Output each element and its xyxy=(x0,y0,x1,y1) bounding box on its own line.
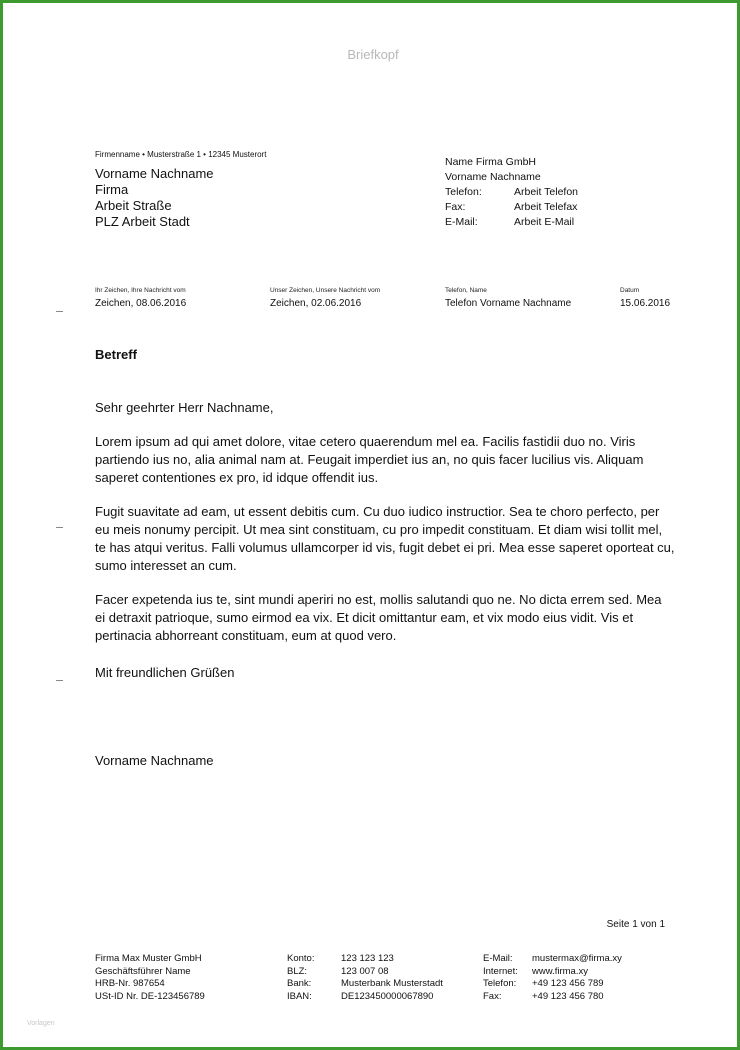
footer-key: Konto: xyxy=(287,953,315,964)
ref-phone-name xyxy=(445,287,571,311)
ref-value: Zeichen, 02.06.2016 xyxy=(270,298,362,309)
watermark: Vorlagen xyxy=(27,1020,55,1027)
footer-key: Fax: xyxy=(483,990,502,1002)
recipient-name: Vorname Nachname xyxy=(95,166,214,181)
punch-mark xyxy=(56,527,63,528)
footer-key: Bank: xyxy=(287,978,312,989)
footer-key: E-Mail: xyxy=(483,953,513,964)
contact-name: Vorname Nachname xyxy=(445,171,541,183)
footer-row xyxy=(287,991,443,1004)
ref-value: Telefon Vorname Nachname xyxy=(445,298,572,309)
contact-value: Arbeit E-Mail xyxy=(514,216,575,228)
recipient-address xyxy=(95,166,214,230)
footer-line: Geschäftsführer Name xyxy=(95,965,191,977)
footer-value: +49 123 456 780 xyxy=(532,990,604,1002)
ref-label: Ihr Zeichen, Ihre Nachricht vom xyxy=(95,287,186,294)
footer-key: BLZ: xyxy=(287,965,308,977)
footer-value: www.firma.xy xyxy=(532,965,588,977)
contact-row-phone xyxy=(445,185,578,200)
contact-key: E-Mail: xyxy=(445,216,478,228)
contact-row-fax xyxy=(445,200,578,215)
ref-value: 15.06.2016 xyxy=(620,298,671,309)
page-number: Seite 1 von 1 xyxy=(606,919,665,930)
ref-label: Telefon, Name xyxy=(445,287,487,294)
ref-label: Datum xyxy=(620,287,640,294)
recipient-company: Firma xyxy=(95,182,129,197)
footer-row xyxy=(287,978,443,991)
contact-key: Telefon: xyxy=(445,186,482,198)
letter-body xyxy=(95,399,675,661)
contact-key: Fax: xyxy=(445,201,466,213)
ref-value: Zeichen, 08.06.2016 xyxy=(95,298,187,309)
footer-row xyxy=(483,978,622,991)
footer-line: USt-ID Nr. DE-123456789 xyxy=(95,990,205,1002)
fold-mark-bottom xyxy=(56,680,63,681)
footer-key: Telefon: xyxy=(483,978,517,989)
contact-row-email xyxy=(445,215,578,230)
subject-line: Betreff xyxy=(95,347,137,362)
recipient-city: PLZ Arbeit Stadt xyxy=(95,214,190,229)
footer-line: Firma Max Muster GmbH xyxy=(95,953,202,964)
sender-return-line: Firmenname • Musterstraße 1 • 12345 Musterort xyxy=(95,150,267,159)
footer-row xyxy=(287,966,443,979)
footer-value: 123 123 123 xyxy=(341,953,394,964)
footer-bank-column xyxy=(287,953,443,1003)
salutation: Sehr geehrter Herr Nachname, xyxy=(95,400,274,415)
contact-value: Arbeit Telefax xyxy=(514,201,578,213)
footer-key: IBAN: xyxy=(287,990,312,1002)
footer-value: 123 007 08 xyxy=(341,965,389,977)
signer-name: Vorname Nachname xyxy=(95,753,214,768)
body-paragraph: Lorem ipsum ad qui amet dolore, vitae cetero quaerendum mel ea. Facilis fastidii duo no. Viris partiendo ius no, alia animal nam at. Feugait imperdiet ius an, no quis facer lucilius vis. Aliquam saperet contentiones ex pro, id idque offendit ius. xyxy=(95,434,644,485)
contact-value: Arbeit Telefon xyxy=(514,186,579,198)
fold-mark-top xyxy=(56,311,63,312)
body-paragraph: Fugit suavitate ad eam, ut essent debitis cum. Cu duo iudico instructior. Sea te choro perfecto, per eu meis nonumy percipit. Ut mea sint constituam, cu pro impedit constituam. Et diam wisi tollit mel, te has atqui veritus. Falli volumus ullamcorper id vis, fugit debet ei pri. Mea esse saperet oporteat cu, sumo interesset an cum. xyxy=(95,504,675,573)
ref-label: Unser Zeichen, Unsere Nachricht vom xyxy=(270,287,381,294)
letterhead: Briefkopf xyxy=(347,47,399,62)
contact-block xyxy=(445,155,578,230)
footer-row xyxy=(287,953,443,966)
footer-company-column xyxy=(95,953,205,1003)
footer-row xyxy=(483,991,622,1004)
body-paragraph: Facer expetenda ius te, sint mundi aperiri no est, mollis salutandi quo ne. No dicta errem sed. Mea ei detraxit patrioque, sumo eirmod ea vix. Et dicit omittantur eam, et vix modo eius vidit. Vis et pertinacia abhorreant constituam, eum at quod vero. xyxy=(95,592,662,643)
contact-company: Name Firma GmbH xyxy=(445,156,537,168)
footer-line: HRB-Nr. 987654 xyxy=(95,978,165,989)
ref-your-sign xyxy=(95,287,186,311)
footer-value: mustermax@firma.xy xyxy=(532,953,622,964)
footer-row xyxy=(483,966,622,979)
ref-date xyxy=(620,287,670,311)
footer-value: Musterbank Musterstadt xyxy=(341,978,443,989)
closing-phrase: Mit freundlichen Grüßen xyxy=(95,665,235,680)
footer-key: Internet: xyxy=(483,965,518,977)
footer-value: +49 123 456 789 xyxy=(532,978,604,989)
footer-contact-column xyxy=(483,953,622,1003)
ref-our-sign xyxy=(270,287,380,311)
recipient-street: Arbeit Straße xyxy=(95,198,172,213)
footer-value: DE123450000067890 xyxy=(341,990,434,1002)
footer-row xyxy=(483,953,622,966)
